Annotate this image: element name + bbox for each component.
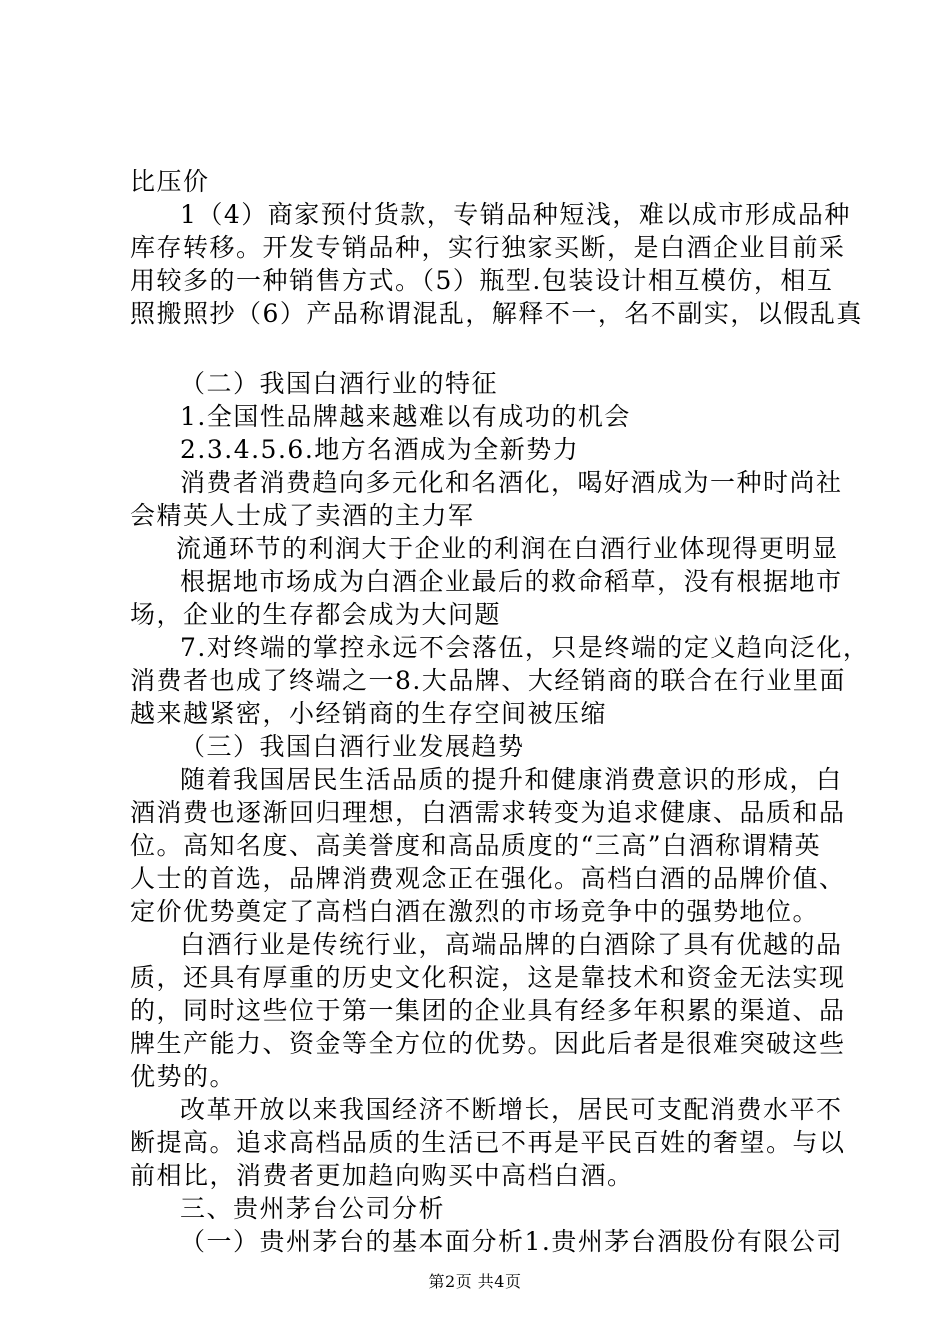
paragraph-gap xyxy=(130,330,830,367)
text-line: 消费者也成了终端之一8.大品牌、大经销商的联合在行业里面 xyxy=(130,666,846,695)
document-body xyxy=(130,165,870,1258)
text-line: 比压价 xyxy=(130,167,210,196)
text-line: 流通环节的利润大于企业的利润在白酒行业体现得更明显 xyxy=(176,534,839,563)
text-line: 1.全国性品牌越来越难以有成功的机会 xyxy=(180,402,631,431)
text-line: 1（4）商家预付货款，专销品种短浅，难以成市形成品种 xyxy=(180,200,851,229)
text-line: 照搬照抄（6）产品称谓混乱，解释不一，名不副实，以假乱真 xyxy=(130,299,863,328)
text-line: 白酒行业是传统行业，高端品牌的白酒除了具有优越的品 xyxy=(180,930,843,959)
text-line: 的，同时这些位于第一集团的企业具有经多年积累的渠道、品 xyxy=(130,996,846,1025)
text-line: 2.3.4.5.6.地方名酒成为全新势力 xyxy=(180,435,580,464)
text-line: 酒消费也逐渐回归理想，白酒需求转变为追求健康、品质和品 xyxy=(130,798,846,827)
text-line: 场，企业的生存都会成为大问题 xyxy=(130,600,502,629)
text-line: 改革开放以来我国经济不断增长，居民可支配消费水平不 xyxy=(180,1095,843,1124)
text-line: 断提高。追求高档品质的生活已不再是平民百姓的奢望。与以 xyxy=(130,1128,846,1157)
text-line: 位。高知名度、高美誉度和高品质度的“三高”白酒称谓精英 xyxy=(130,831,822,860)
text-line: 随着我国居民生活品质的提升和健康消费意识的形成，白 xyxy=(180,765,843,794)
text-line: 越来越紧密，小经销商的生存空间被压缩 xyxy=(130,699,608,728)
text-line: 消费者消费趋向多元化和名酒化，喝好酒成为一种时尚社 xyxy=(180,468,843,497)
text-line: 优势的。 xyxy=(130,1062,237,1091)
section-heading: （三）我国白酒行业发展趋势 xyxy=(180,732,525,761)
text-line: 人士的首选，品牌消费观念正在强化。高档白酒的品牌价值、 xyxy=(130,864,846,893)
text-line: 会精英人士成了卖酒的主力军 xyxy=(130,501,475,530)
section-heading: 三、贵州茅台公司分析 xyxy=(180,1194,446,1223)
text-line: 库存转移。开发专销品种，实行独家买断，是白酒企业目前采 xyxy=(130,233,846,262)
section-heading: （二）我国白酒行业的特征 xyxy=(180,369,499,398)
page-number-footer: 第2页 共4页 xyxy=(428,1272,522,1291)
text-line: 用较多的一种销售方式。（5）瓶型.包装设计相互模仿，相互 xyxy=(130,266,834,295)
text-line: （一）贵州茅台的基本面分析1.贵州茅台酒股份有限公司 xyxy=(180,1227,843,1256)
text-line: 7.对终端的掌控永远不会落伍，只是终端的定义趋向泛化， xyxy=(180,633,870,662)
text-line: 质，还具有厚重的历史文化积淀，这是靠技术和资金无法实现 xyxy=(130,963,846,992)
text-line: 定价优势奠定了高档白酒在激烈的市场竞争中的强势地位。 xyxy=(130,897,820,926)
text-line: 前相比，消费者更加趋向购买中高档白酒。 xyxy=(130,1161,634,1190)
text-line: 根据地市场成为白酒企业最后的救命稻草，没有根据地市 xyxy=(180,567,843,596)
text-line: 牌生产能力、资金等全方位的优势。因此后者是很难突破这些 xyxy=(130,1029,846,1058)
